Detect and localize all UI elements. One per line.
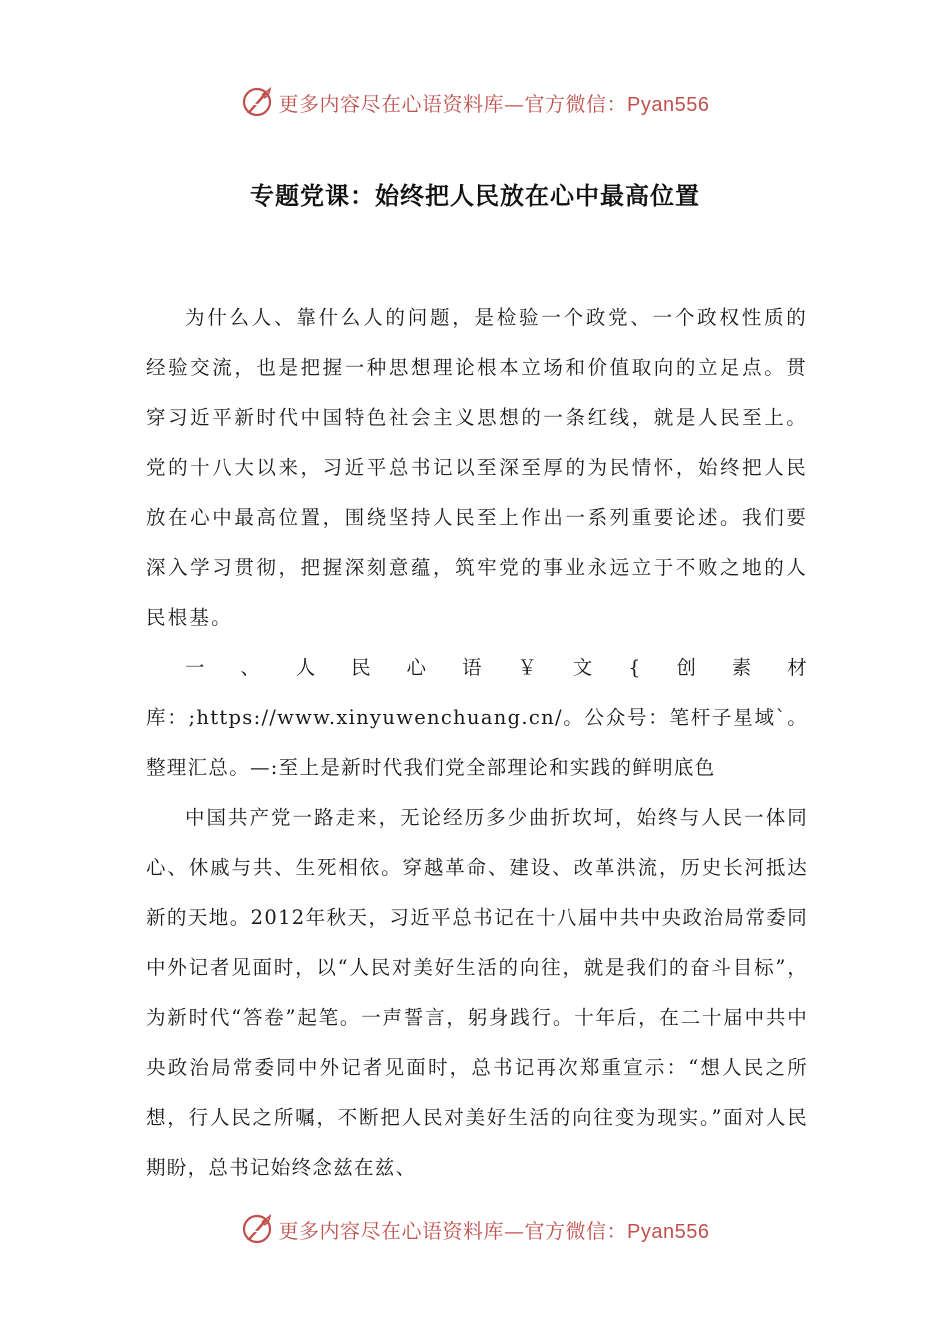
quill-pen-logo-icon [241,86,273,118]
header-banner-wechat: Pyan556 [627,93,710,116]
paragraph-intro: 为什么人、靠什么人的问题，是检验一个政党、一个政权性质的经验交流，也是把握一种思想理论根本立场和价值取向的立足点。贯穿习近平新时代中国特色社会主义思想的一条红线，就是人民至上。党的十八大以来，习近平总书记以至深至厚的为民情怀，始终把人民放在心中最高位置，围绕坚持人民至上作出一系列重要论述。我们要深入学习贯彻，把握深刻意蕴，筑牢党的事业永远立于不败之地的人民根基。 [146,306,808,629]
header-banner [0,82,950,122]
header-banner-text: 更多内容尽在心语资料库—官方微信： [278,91,628,116]
document-body [146,293,808,1193]
paragraph-body: 中国共产党一路走来，无论经历多少曲折坎坷，始终与人民一体同心、休戚与共、生死相依。穿越革命、建设、改革洪流，历史长河抵达新的天地。2012年秋天，习近平总书记在十八届中共中央政治局常委同中外记者见面时，以“人民对美好生活的向往，就是我们的奋斗目标”，为新时代“答卷”起笔。一声誓言，躬身践行。十年后，在二十届中共中央政治局常委同中外记者见面时，总书记再次郑重宣示：“想人民之所想，行人民之所嘱，不断把人民对美好生活的向往变为现实。”面对人民期盼，总书记始终念兹在兹、 [146,806,808,1179]
footer-banner [0,1209,950,1249]
footer-banner-text: 更多内容尽在心语资料库—官方微信： [278,1218,628,1243]
document-title: 专题党课：始终把人民放在心中最高位置 [250,182,700,210]
paragraph-section-heading: 一、人民心语￥文{创素材库：;https://www.xinyuwenchuang.cn/。公众号：笔杆子星域`。整理汇总。—:至上是新时代我们党全部理论和实践的鲜明底色 [146,656,808,779]
quill-pen-logo-icon [241,1213,273,1245]
footer-banner-wechat: Pyan556 [627,1220,710,1243]
